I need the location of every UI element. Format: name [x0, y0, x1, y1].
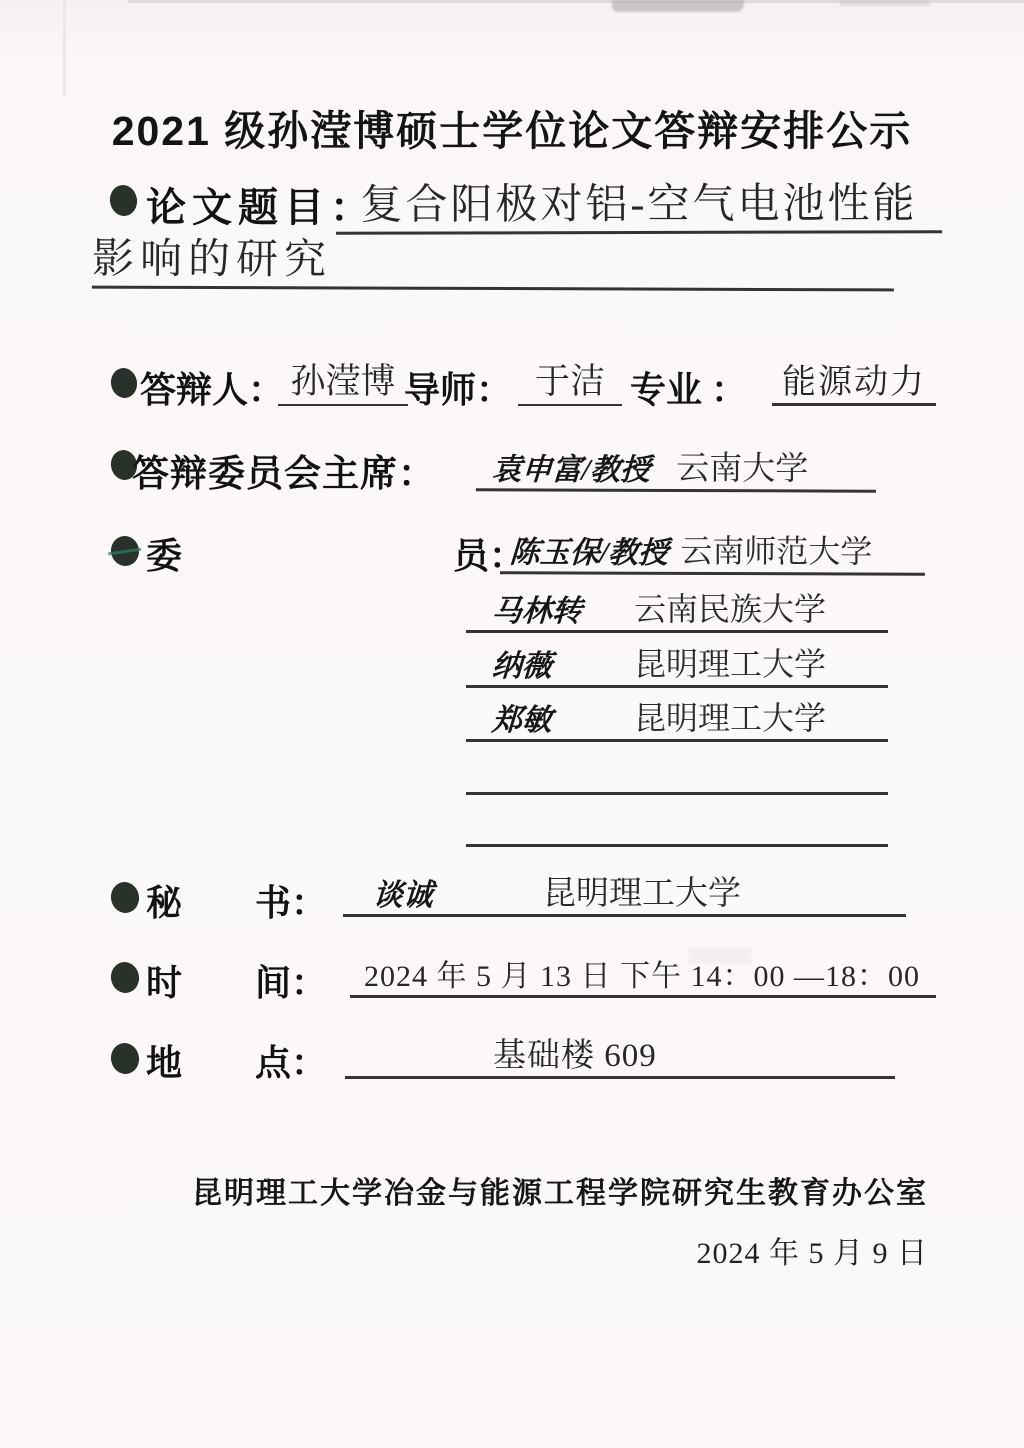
- issue-date: 2024 年 5 月 9 日: [696, 1237, 928, 1270]
- thesis-title-value-line2: 影响的研究: [91, 236, 333, 283]
- committee-member-name: 陈玉保/教授: [508, 536, 670, 570]
- committee-member-row-empty: [466, 768, 888, 795]
- secretary-name: 谈诚: [371, 879, 434, 912]
- scan-smudge-artifact: [840, 0, 930, 6]
- location-value: 基础楼 609: [493, 1038, 657, 1074]
- committee-member-affiliation: 昆明理工大学: [634, 646, 827, 682]
- bullet-icon: [109, 960, 142, 995]
- location-label-right: 点：: [255, 1043, 328, 1083]
- time-label-left: 时: [146, 963, 183, 1003]
- supervisor-value-underline: [518, 360, 622, 406]
- committee-member-affiliation: 云南民族大学: [634, 591, 827, 627]
- committee-member-row: [466, 643, 888, 688]
- bullet-icon: [109, 366, 140, 400]
- chair-affiliation: 云南大学: [676, 451, 809, 488]
- time-value: 2024 年 5 月 13 日 下午 14：00 —18：00: [364, 960, 920, 993]
- defender-label: 答辩人：: [140, 370, 285, 410]
- scan-line-artifact: [108, 548, 141, 556]
- secretary-label-right: 书：: [255, 883, 328, 923]
- thesis-title-value-line1: 复合阳极对铝-空气电池性能: [360, 180, 918, 229]
- supervisor-label: 导师：: [404, 370, 513, 410]
- thesis-title-line1: [336, 171, 942, 235]
- scan-smudge-artifact: [612, 0, 744, 12]
- bullet-icon: [109, 880, 142, 915]
- chair-label: 答辩委员会主席：: [132, 454, 436, 495]
- secretary-label-left: 秘: [146, 883, 183, 923]
- major-label: 专业 ：: [630, 370, 748, 410]
- thesis-title-line2: [92, 233, 894, 292]
- committee-member-row: [466, 697, 888, 742]
- defender-value-underline: [278, 360, 408, 406]
- major-value-underline: [772, 360, 936, 406]
- committee-member-row: [500, 527, 925, 575]
- supervisor-value: 于洁: [534, 362, 605, 401]
- scan-crease-artifact: [63, 0, 66, 96]
- secretary-value-underline: [343, 875, 906, 917]
- bullet-icon: [109, 534, 142, 568]
- committee-member-row: [466, 588, 888, 633]
- location-value-underline: [345, 1035, 895, 1079]
- issuing-office: 昆明理工大学冶金与能源工程学院研究生教育办公室: [192, 1177, 928, 1210]
- committee-member-name: 马林转: [490, 595, 583, 628]
- committee-label-left: 委: [146, 536, 183, 576]
- committee-member-row-empty: [466, 820, 888, 847]
- committee-member-name: 纳薇: [490, 650, 553, 683]
- major-value: 能源动力: [782, 364, 926, 401]
- time-label-right: 间：: [255, 963, 328, 1003]
- thesis-title-label: 论文题目：: [146, 185, 376, 230]
- bullet-icon: [108, 183, 140, 218]
- committee-member-affiliation: 昆明理工大学: [634, 700, 827, 736]
- committee-label-right: 员：: [453, 536, 526, 576]
- page-title: 2021 级孙滢博硕士学位论文答辩安排公示: [111, 108, 913, 154]
- committee-member-affiliation: 云南师范大学: [680, 532, 873, 570]
- chair-value-underline: [476, 442, 876, 492]
- time-value-underline: [350, 955, 936, 998]
- committee-member-name: 郑敏: [490, 704, 553, 737]
- chair-name: 袁申富/教授: [490, 453, 652, 487]
- defender-value: 孙滢博: [290, 362, 396, 401]
- location-label-left: 地: [146, 1043, 183, 1083]
- secretary-affiliation: 昆明理工大学: [543, 876, 741, 912]
- bullet-icon: [109, 1041, 142, 1076]
